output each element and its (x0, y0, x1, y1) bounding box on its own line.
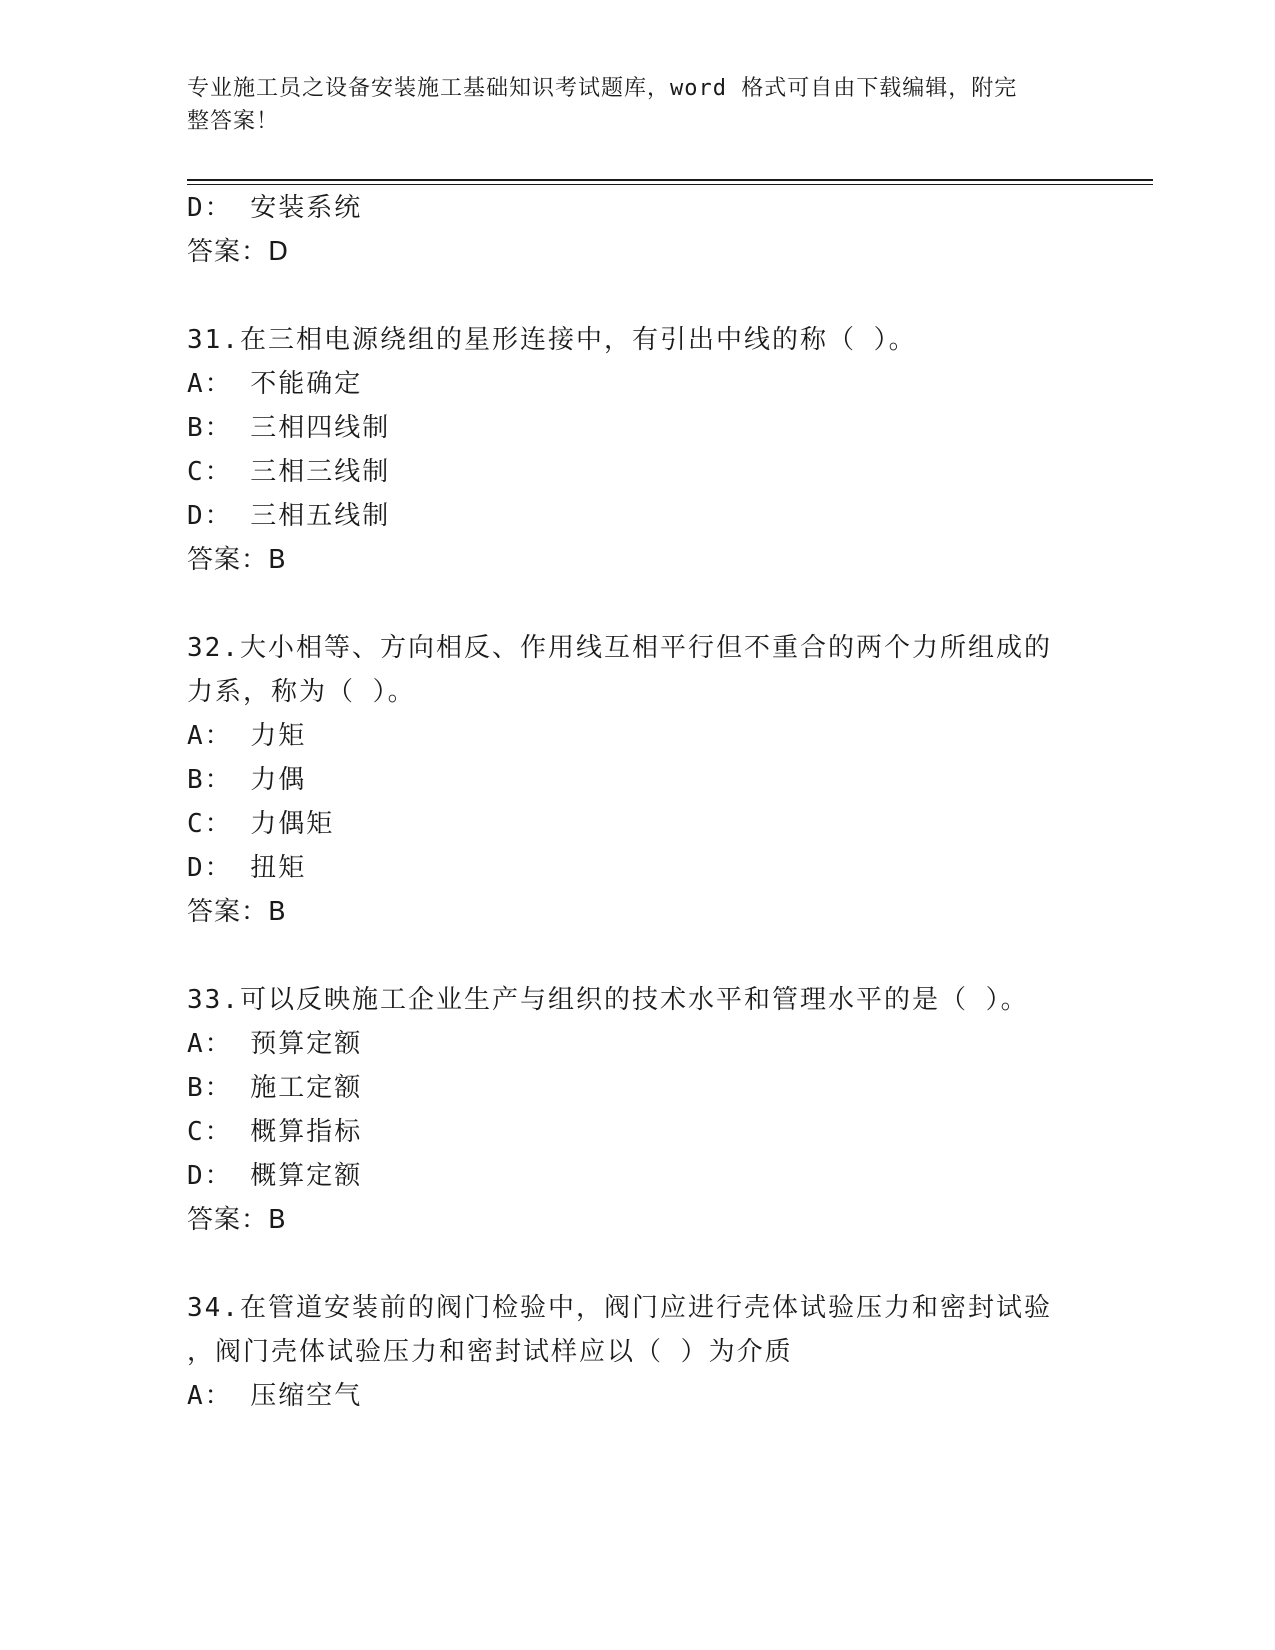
q32-stem-line-1: 32.大小相等、方向相反、作用线互相平行但不重合的两个力所组成的 (187, 633, 1052, 663)
q31-option-b: B： 三相四线制 (187, 413, 391, 443)
q31-option-c: C： 三相三线制 (187, 457, 391, 487)
q32-option-b: B： 力偶 (187, 765, 307, 795)
header-divider-thick (187, 179, 1153, 181)
q33-option-c: C： 概算指标 (187, 1117, 363, 1147)
header-line-1: 专业施工员之设备安装施工基础知识考试题库，word 格式可自由下载编辑，附完 (187, 76, 1018, 101)
q31-option-d: D： 三相五线制 (187, 501, 391, 531)
prev-answer: 答案：D (187, 237, 290, 267)
q34-stem-line-2: ，阀门壳体试验压力和密封试样应以（ ）为介质 (187, 1337, 793, 1367)
q33-answer: 答案：B (187, 1205, 287, 1235)
q31-option-a: A： 不能确定 (187, 369, 363, 399)
q32-option-d: D： 扭矩 (187, 853, 307, 883)
q34-option-a: A： 压缩空气 (187, 1381, 363, 1411)
q34-stem-line-1: 34.在管道安装前的阀门检验中，阀门应进行壳体试验压力和密封试验 (187, 1293, 1052, 1323)
prev-option-d: D： 安装系统 (187, 193, 363, 223)
q32-stem-line-2: 力系，称为（ ）。 (187, 677, 416, 707)
q33-option-b: B： 施工定额 (187, 1073, 363, 1103)
q32-answer: 答案：B (187, 897, 287, 927)
header-divider-thin (187, 184, 1153, 185)
q31-answer: 答案：B (187, 545, 287, 575)
q31-stem: 31.在三相电源绕组的星形连接中，有引出中线的称（ ）。 (187, 325, 917, 355)
document-header (187, 72, 1067, 138)
q32-option-c: C： 力偶矩 (187, 809, 335, 839)
q32-option-a: A： 力矩 (187, 721, 307, 751)
header-line-2: 整答案！ (187, 109, 280, 134)
q33-option-d: D： 概算定额 (187, 1161, 363, 1191)
q33-stem: 33.可以反映施工企业生产与组织的技术水平和管理水平的是（ ）。 (187, 985, 1029, 1015)
q33-option-a: A： 预算定额 (187, 1029, 363, 1059)
